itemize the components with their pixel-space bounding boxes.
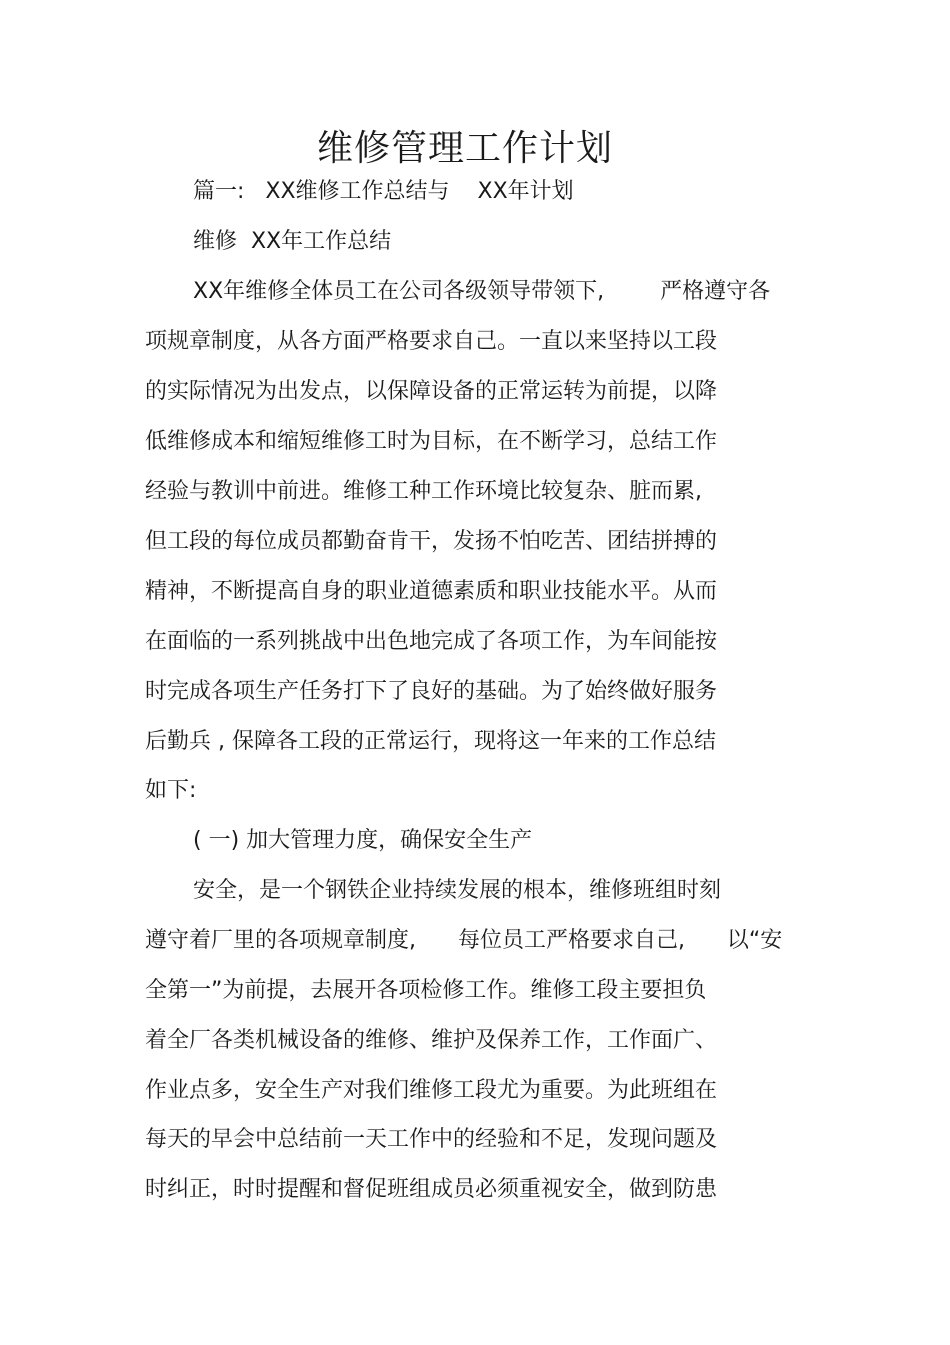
text-line: 在面临的一系列挑战中出色地完成了各项工作，为车间能按 — [145, 629, 718, 654]
text-line: 低维修成本和缩短维修工时为目标，在不断学习，总结工作 — [145, 429, 718, 454]
text-line: 遵守着厂里的各项规章制度, 每位员工严格要求自己, 以“安 — [145, 928, 783, 953]
document-title: 维修管理工作计划 — [316, 128, 613, 169]
text-line: 精神，不断提高自身的职业道德素质和职业技能水平。从而 — [145, 579, 718, 604]
text-line: 着全厂各类机械设备的维修、维护及保养工作，工作面广、 — [145, 1028, 718, 1053]
text-line: 安全，是一个钢铁企业持续发展的根本，维修班组时刻 — [193, 878, 722, 903]
text-line: 作业点多，安全生产对我们维修工段尤为重要。为此班组在 — [145, 1078, 718, 1103]
section-heading: ( 一) 加大管理力度，确保安全生产 — [193, 828, 533, 853]
text-line: 时完成各项生产任务打下了良好的基础。为了始终做好服务 — [145, 679, 718, 704]
text-line: 项规章制度，从各方面严格要求自己。一直以来坚持以工段 — [145, 329, 718, 354]
text-line: 全第一”为前提，去展开各项检修工作。维修工段主要担负 — [145, 978, 707, 1003]
text-line: 篇一: XX维修工作总结与 XX年计划 — [193, 179, 574, 204]
text-line: 维修 XX年工作总结 — [193, 229, 392, 254]
text-line: XX年维修全体员工在公司各级领导带领下, 严格遵守各 — [193, 279, 771, 304]
text-line: 经验与教训中前进。维修工种工作环境比较复杂、脏而累, — [145, 479, 702, 504]
text-line: 但工段的每位成员都勤奋肯干，发扬不怕吃苦、团结拼搏的 — [145, 529, 718, 554]
text-line: 后勤兵 , 保障各工段的正常运行，现将这一年来的工作总结 — [145, 729, 716, 754]
text-line: 的实际情况为出发点，以保障设备的正常运转为前提，以降 — [145, 379, 718, 404]
text-line: 如下: — [145, 778, 197, 803]
text-line: 每天的早会中总结前一天工作中的经验和不足，发现问题及 — [145, 1127, 718, 1152]
text-line: 时纠正，时时提醒和督促班组成员必须重视安全，做到防患 — [145, 1177, 718, 1202]
